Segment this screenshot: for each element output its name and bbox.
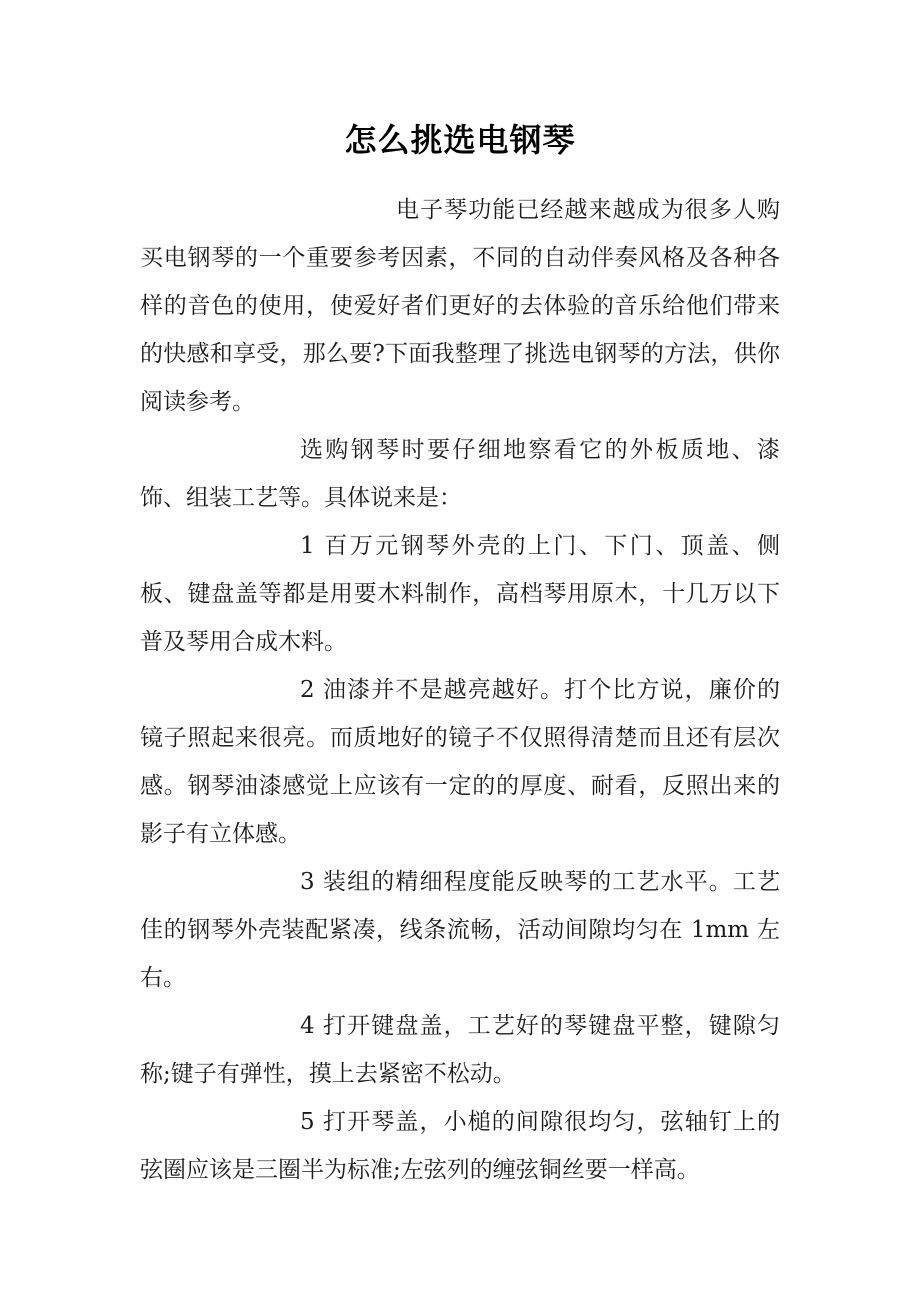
- paragraph-point-1: 1 百万元钢琴外壳的上门、下门、顶盖、侧板、键盘盖等都是用要木料制作，高档琴用原木，十几万以下普及琴用合成木料。: [140, 533, 780, 655]
- paragraph-point-2: 2 油漆并不是越亮越好。打个比方说，廉价的镜子照起来很亮。而质地好的镜子不仅照得清楚而且还有层次感。钢琴油漆感觉上应该有一定的的厚度、耐看，反照出来的影子有立体感。: [140, 677, 780, 847]
- document-body: [140, 186, 780, 1194]
- paragraph-selection: 选购钢琴时要仔细地察看它的外板质地、漆饰、组装工艺等。具体说来是：: [140, 437, 780, 511]
- paragraph-point-4: 4 打开键盘盖，工艺好的琴键盘平整，键隙匀称;键子有弹性，摸上去紧密不松动。: [140, 1013, 780, 1087]
- paragraph-intro: 电子琴功能已经越来越成为很多人购买电钢琴的一个重要参考因素，不同的自动伴奏风格及各种各样的音色的使用，使爱好者们更好的去体验的音乐给他们带来的快感和享受，那么要?下面我整理了挑选电钢琴的方法，供你阅读参考。: [140, 197, 780, 415]
- paragraph-point-3: 3 装组的精细程度能反映琴的工艺水平。工艺佳的钢琴外壳装配紧凑，线条流畅，活动间隙均匀在 1mm 左右。: [140, 869, 780, 991]
- document-title: 怎么挑选电钢琴: [344, 121, 576, 159]
- paragraph-point-5: 5 打开琴盖，小槌的间隙很均匀，弦轴钉上的弦圈应该是三圈半为标准;左弦列的缠弦铜丝要一样高。: [140, 1109, 780, 1183]
